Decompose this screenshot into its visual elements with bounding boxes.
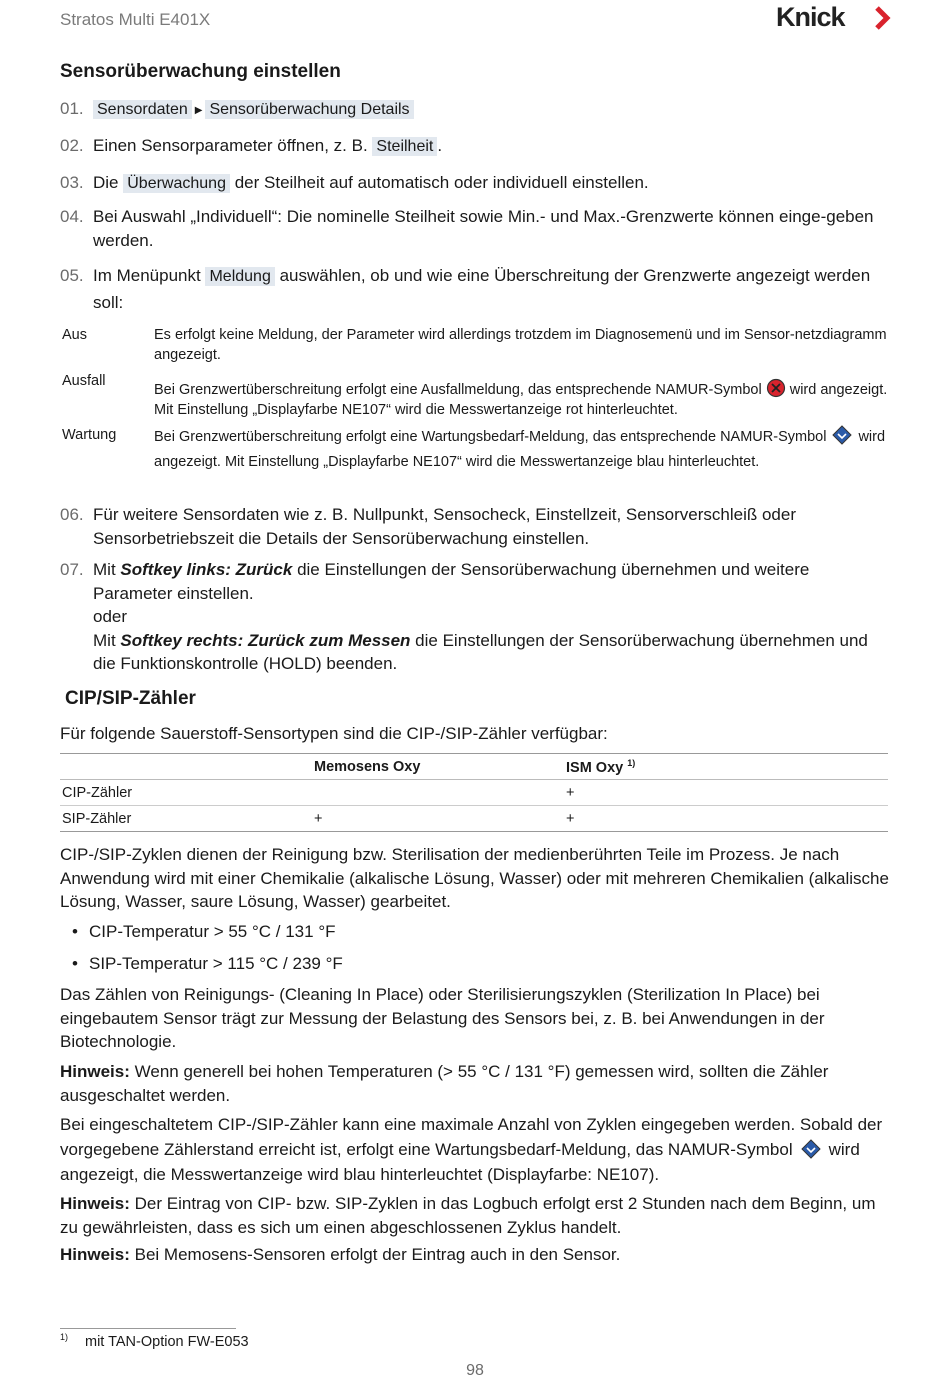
namur-maintenance-icon: [832, 425, 852, 445]
menu-steilheit: Steilheit: [372, 137, 437, 156]
cip-sip-description: CIP-/SIP-Zyklen dienen der Reinigung bzw. Sterilisation der medienberührten Teile im Prozess. Je nach Anwendung wird mit einer Chemikalie (alkalische Lösung, Wasser) oder mit mehreren Chemikalien (alkalische Lösung, Wasser, saure Lösung, Wasser) gearbeitet.: [60, 845, 889, 911]
softkey-right-label: Softkey rechts: Zurück zum Messen: [120, 630, 411, 650]
step-07: 07. Mit Softkey links: Zurück die Einstellungen der Sensorüberwachung übernehmen und weitere Parameter einstellen. oder Mit Softkey rechts: Zurück zum Messen die Einstellungen der Sensorüberwachung übernehmen und die Funktionskontrolle (HOLD) beenden.: [60, 560, 868, 673]
menu-sensorueberwachung-details: Sensorüberwachung Details: [205, 100, 413, 119]
page-number: 98: [466, 1362, 484, 1379]
definition-ausfall: Ausfall Bei Grenzwertüberschreitung erfolgt eine Ausfallmeldung, das entsprechende NAMUR-Symbol wird angezeigt. Mit Einstellung „Displayfarbe NE107“ wird die Messwertanzeige rot hinterleuchtet.: [62, 373, 888, 418]
list-item: • SIP-Temperatur > 115 °C / 239 °F: [72, 954, 343, 973]
section-title-sensor-monitoring: Sensorüberwachung einstellen: [60, 61, 341, 82]
document-header-title: Stratos Multi E401X: [60, 10, 211, 29]
menu-meldung: Meldung: [205, 267, 274, 286]
table-row: CIP-Zähler +: [60, 780, 888, 806]
namur-failure-icon: [766, 378, 786, 398]
col-ism-oxy: ISM Oxy $^{1)}$: [566, 757, 636, 776]
step-05: 05. Im Menüpunkt Meldung auswählen, ob und wie eine Überschreitung der Grenzwerte angezeigt werden soll:: [60, 266, 871, 312]
hint-memosens: Hinweis: Bei Memosens-Sensoren erfolgt der Eintrag auch in den Sensor.: [60, 1245, 621, 1264]
step-01: 01. Sensordaten ▶ Sensorüberwachung Details: [60, 97, 890, 123]
footnote-divider: [60, 1328, 236, 1329]
hint-logbook: Hinweis: Der Eintrag von CIP- bzw. SIP-Zyklen in das Logbuch erfolgt erst 2 Stunden nach dem Beginn, um zu gewährleisten, dass es sich um einen abgeschlossenen Zyklus handelt.: [60, 1194, 876, 1237]
definition-wartung: Wartung Bei Grenzwertüberschreitung erfolgt eine Wartungsbedarf-Meldung, das entsprechende NAMUR-Symbol wird angezeigt. Mit Einstellung „Displayfarbe NE107“ wird die Messwertanzeige blau hinterleuchtet.: [62, 427, 886, 470]
table-row: SIP-Zähler + +: [60, 806, 888, 832]
menu-ueberwachung: Überwachung: [123, 174, 230, 193]
section-title-cip-sip: CIP/SIP-Zähler: [65, 688, 196, 709]
knick-logo: Knick: [776, 2, 845, 32]
namur-maintenance-icon: [801, 1139, 821, 1159]
chevron-right-icon: [868, 4, 896, 32]
cip-sip-max-cycles: Bei eingeschaltetem CIP-/SIP-Zähler kann eine maximale Anzahl von Zyklen eingegeben werden. Sobald der vorgegebene Zählerstand erreicht ist, erfolgt eine Wartungsbedarf-Meldung, das NAMUR-Symbol wird angezeigt, die Messwertanzeige wird blau hinterleuchtet (Displayfarbe: NE107).: [60, 1115, 883, 1184]
step-02: 02. Einen Sensorparameter öffnen, z. B. Steilheit .: [60, 136, 443, 155]
table-header-row: [60, 754, 888, 780]
definition-aus: Aus Es erfolgt keine Meldung, der Parameter wird allerdings trotzdem im Diagnosemenü und im Sensor-netzdiagramm angezeigt.: [62, 327, 887, 363]
step-03: 03. Die Überwachung der Steilheit auf automatisch oder individuell einstellen.: [60, 173, 649, 192]
step-04: 04. Bei Auswahl „Individuell“: Die nominelle Steilheit sowie Min.- und Max.-Grenzwerte können einge-geben werden.: [60, 207, 874, 250]
col-memosens-oxy: Memosens Oxy: [314, 758, 421, 775]
softkey-left-label: Softkey links: Zurück: [120, 560, 293, 579]
sensor-type-table: [60, 753, 888, 832]
list-item: • CIP-Temperatur > 55 °C / 131 °F: [72, 922, 336, 941]
cip-sip-intro: Für folgende Sauerstoff-Sensortypen sind die CIP-/SIP-Zähler verfügbar:: [60, 724, 608, 743]
footnote: 1) mit TAN-Option FW-E053: [60, 1332, 249, 1350]
step-06: 06. Für weitere Sensordaten wie z. B. Nullpunkt, Sensocheck, Einstellzeit, Sensorverschleiß oder Sensorbetriebszeit die Details der Sensorüberwachung einstellen.: [60, 505, 796, 548]
menu-sensordaten: Sensordaten: [93, 100, 192, 119]
hint-high-temperature: Hinweis: Wenn generell bei hohen Temperaturen (> 55 °C / 131 °F) gemessen wird, sollten die Zähler ausgeschaltet werden.: [60, 1062, 829, 1105]
menu-arrow-icon: ▶: [194, 105, 203, 116]
cip-sip-counting: Das Zählen von Reinigungs- (Cleaning In Place) oder Sterilisierungszyklen (Sterilization In Place) bei eingebautem Sensor trägt zur Messung der Belastung des Sensors bei, z. B. bei Anwendungen in der Biotechnologie.: [60, 985, 825, 1051]
